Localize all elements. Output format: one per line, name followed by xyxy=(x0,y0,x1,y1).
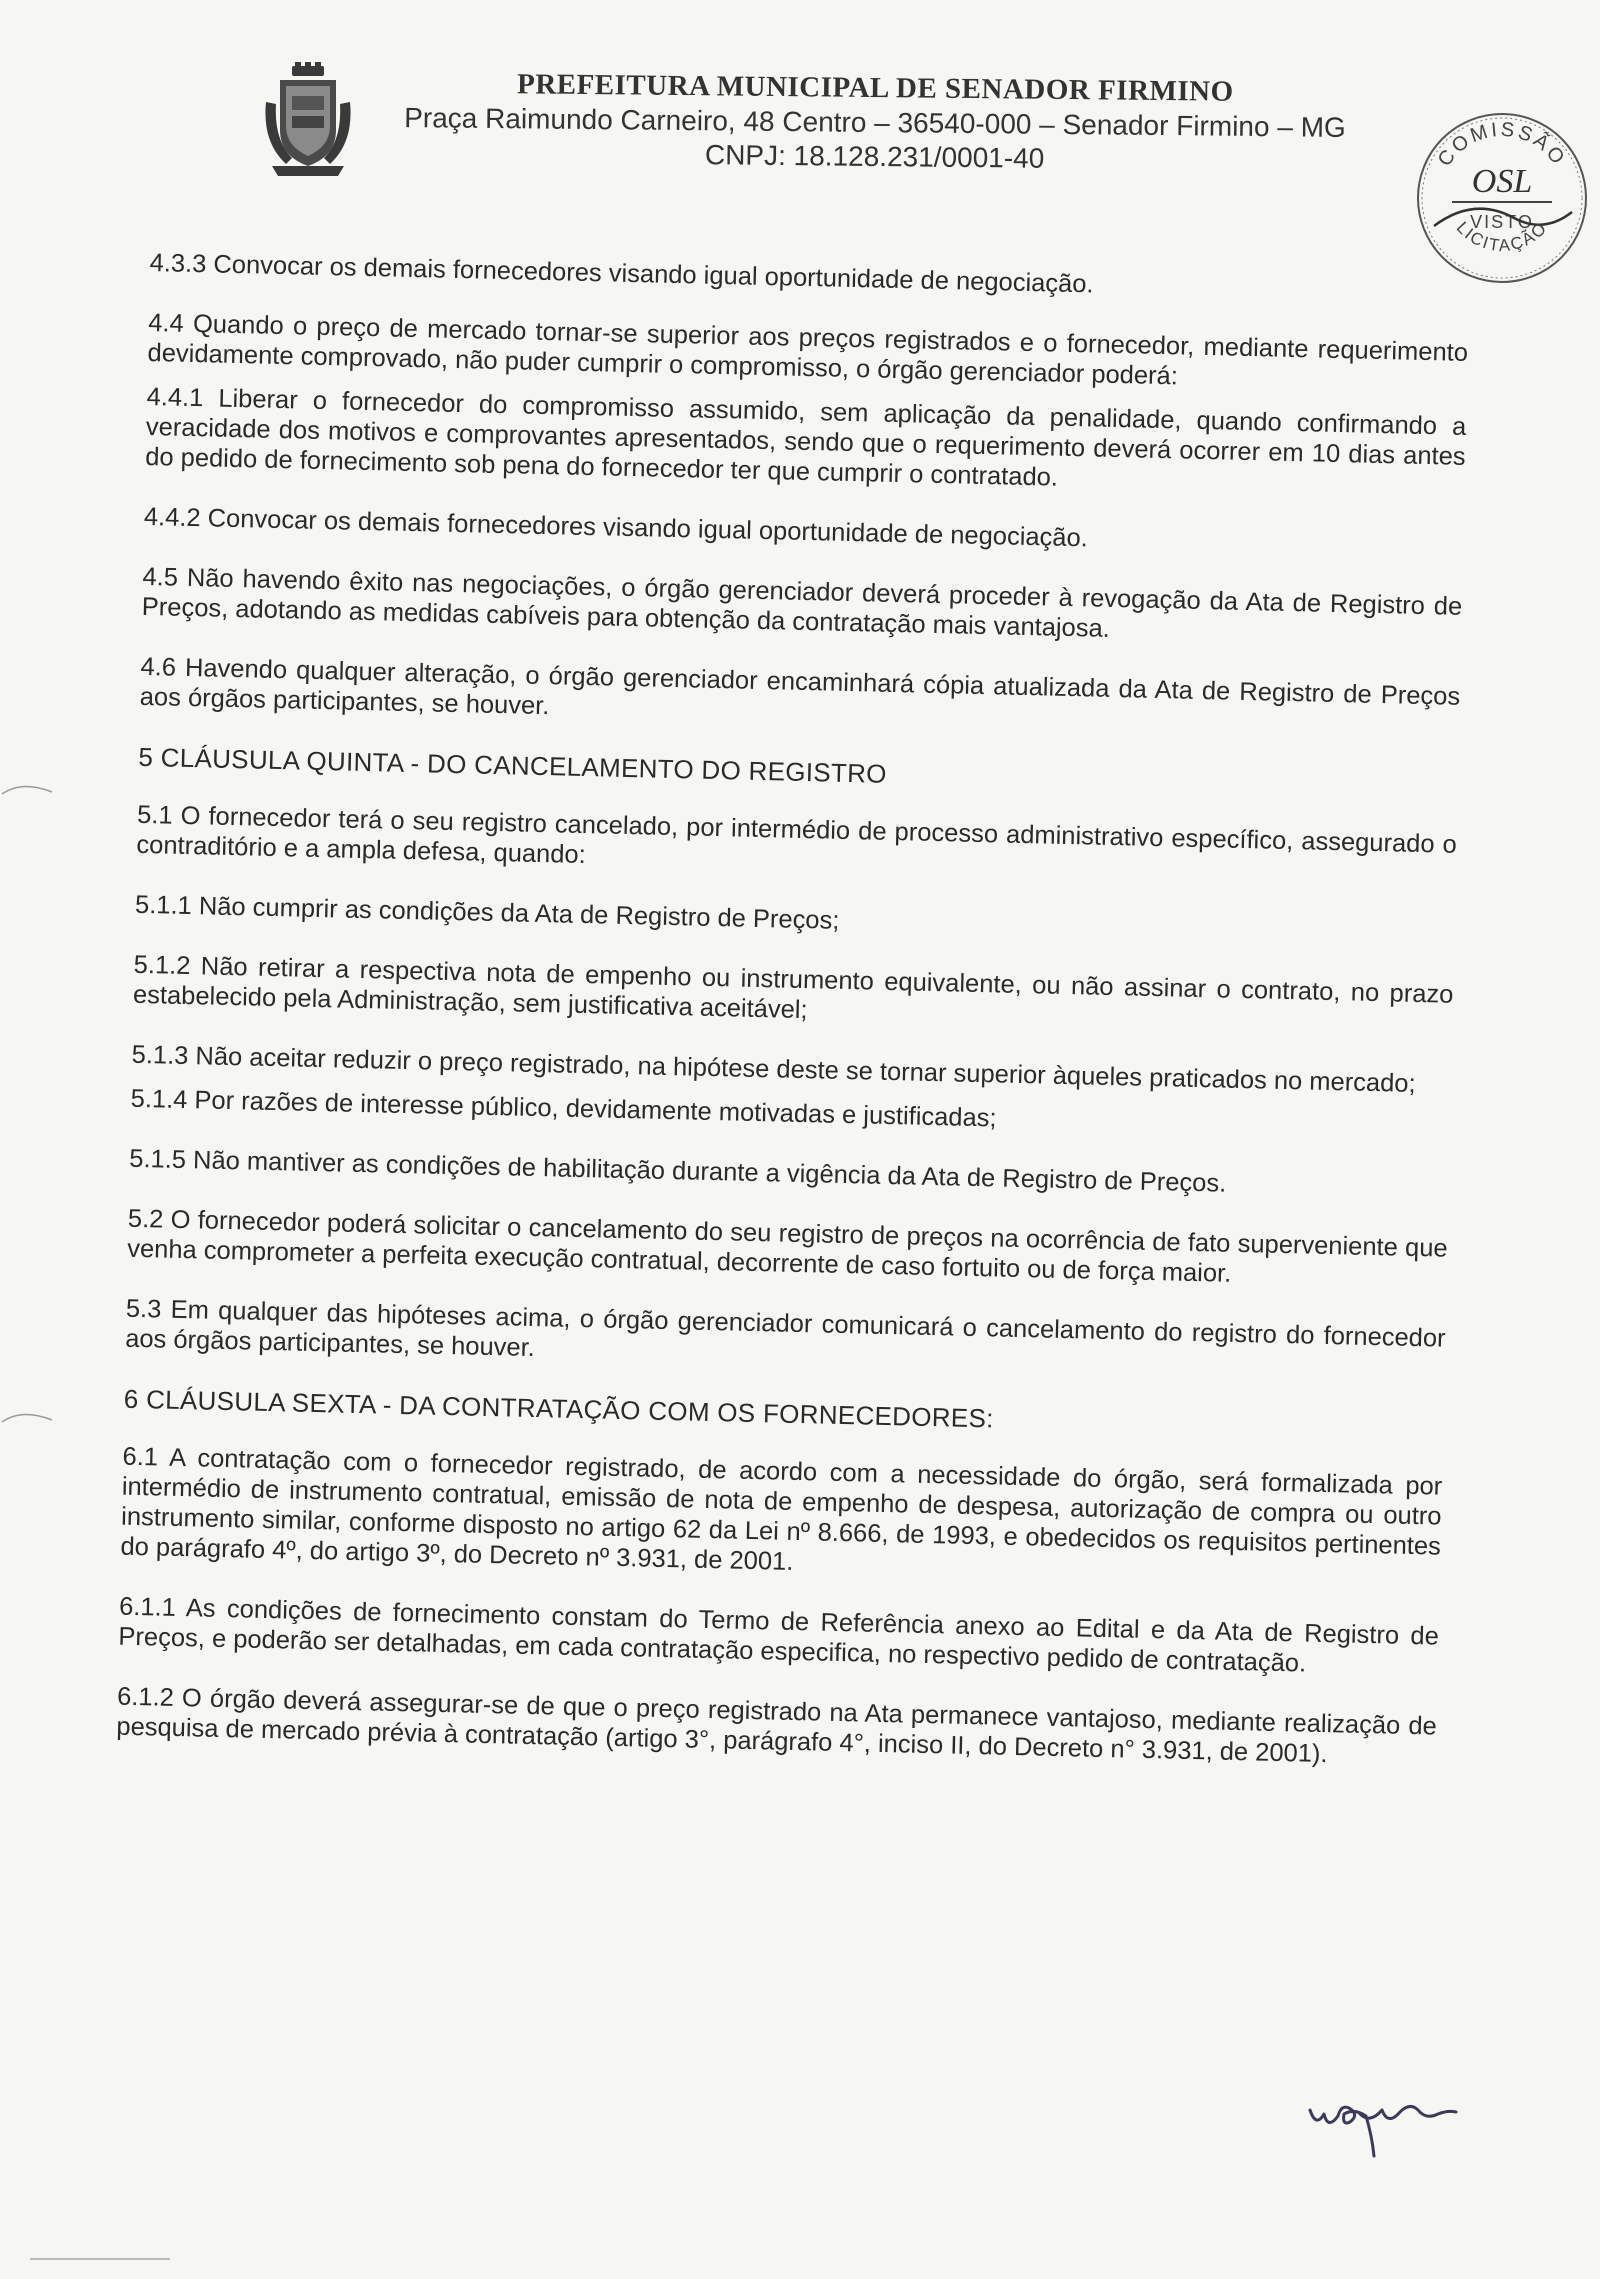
section-heading-5: 5 CLÁUSULA QUINTA - DO CANCELAMENTO DO REGISTRO xyxy=(138,741,888,789)
letterhead xyxy=(300,66,1451,179)
clause-5-1-1: 5.1.1 Não cumprir as condições da Ata de Registro de Preços; xyxy=(134,890,840,935)
clause-5-1-3: 5.1.3 Não aceitar reduzir o preço registrado, na hipótese deste se tornar superior àqueles praticados no mercado; xyxy=(131,1040,1416,1098)
clause-6-1-1: 6.1.1 As condições de fornecimento constam do Termo de Referência anexo ao Edital e da Ata de Registro de Preços, e poderão ser detalhadas, em cada contratação especifica, no respectivo pedido de contratação. xyxy=(118,1592,1440,1678)
clause-4-3-3: 4.3.3 Convocar os demais fornecedores visando igual oportunidade de negociação. xyxy=(149,248,1094,299)
stamp-bottom-text: LICITAÇÃO xyxy=(1452,217,1552,256)
clause-4-5: 4.5 Não havendo êxito nas negociações, o órgão gerenciador deverá proceder à revogação da Ata de Registro de Preços, adotando as medidas cabíveis para obtenção da contratação mais vantajosa. xyxy=(141,562,1463,643)
clause-4-4-1: 4.4.1 Liberar o fornecedor do compromisso assumido, sem aplicação da penalidade, quando confirmando a veracidade dos motivos e comprovantes apresentados, sendo que o requerimento deverá ocorrer em 10 dias antes do pedido de fornecimento sob pena do fornecedor ter que cumprir o contratado. xyxy=(144,382,1467,492)
document-body xyxy=(115,248,1469,1802)
punch-mark-icon xyxy=(0,1408,60,1428)
clause-6-1: 6.1 A contratação com o fornecedor registrado, de acordo com a necessidade do órgão, será formalizada por intermédio de instrumento contratual, emissão de nota de empenho de despesa, autorização de compra ou outro instrumento similar, conforme disposto no artigo 62 da Lei nº 8.666, de 1993, e obedecidos os requisitos pertinentes do parágrafo 4º, do artigo 3º, do Decreto nº 3.931, de 2001. xyxy=(120,1442,1443,1576)
clause-6-1-2: 6.1.2 O órgão deverá assegurar-se de que o preço registrado na Ata permanece vantajoso, mediante realização de pesquisa de mercado prévia à contratação (artigo 3°, parágrafo 4°, inciso II, do Decreto n° 3.931, de 2001). xyxy=(116,1682,1438,1769)
stamp-initials: OSL xyxy=(1471,163,1533,200)
clause-5-2: 5.2 O fornecedor poderá solicitar o cancelamento do seu registro de preços na ocorrência de fato superveniente que venha comprometer a perfeita execução contratual, decorrente de caso fortuito ou de força maior. xyxy=(126,1204,1448,1288)
clause-5-1-5: 5.1.5 Não mantiver as condições de habilitação durante a vigência da Ata de Registro de Preços. xyxy=(129,1144,1227,1198)
clause-5-1: 5.1 O fornecedor terá o seu registro cancelado, por intermédio de processo administrativo específico, assegurado o contraditório e a ampla defesa, quando: xyxy=(136,800,1458,870)
stamp-top-text: COMISSÃO xyxy=(1433,118,1571,171)
clause-5-1-4: 5.1.4 Por razões de interesse público, devidamente motivadas e justificadas; xyxy=(130,1084,997,1133)
section-heading-6: 6 CLÁUSULA SEXTA - DA CONTRATAÇÃO COM OS FORNECEDORES: xyxy=(123,1383,995,1434)
handwritten-initials-icon xyxy=(1300,2070,1500,2160)
clause-5-1-2: 5.1.2 Não retirar a respectiva nota de empenho ou instrumento equivalente, ou não assinar o contrato, no prazo estabelecido pela Administração, sem justificativa aceitável; xyxy=(132,950,1454,1025)
organization-name: PREFEITURA MUNICIPAL DE SENADOR FIRMINO xyxy=(516,68,1234,108)
clause-4-6: 4.6 Havendo qualquer alteração, o órgão gerenciador encaminhará cópia atualizada da Ata de Registro de Preços aos órgãos participantes, se houver. xyxy=(139,652,1461,721)
clause-4-4-2: 4.4.2 Convocar os demais fornecedores visando igual oportunidade de negociação. xyxy=(143,502,1089,553)
organization-address: Praça Raimundo Carneiro, 48 Centro – 36540-000 – Senador Firmino – MG xyxy=(404,102,1346,143)
commission-stamp-icon xyxy=(1412,108,1592,288)
scan-edge-line xyxy=(30,2258,170,2260)
stamp-visto-text: VISTO xyxy=(1470,212,1534,232)
organization-cnpj: CNPJ: 18.128.231/0001-40 xyxy=(704,139,1045,174)
clause-4-4: 4.4 Quando o preço de mercado tornar-se superior aos preços registrados e o fornecedor, mediante requerimento devidamente comprovado, não puder cumprir o compromisso, o órgão gerenciador poderá: xyxy=(147,308,1469,391)
clause-5-3: 5.3 Em qualquer das hipóteses acima, o órgão gerenciador comunicará o cancelamento do registro do fornecedor aos órgãos participantes, se houver. xyxy=(124,1294,1446,1363)
punch-mark-icon xyxy=(0,780,60,800)
